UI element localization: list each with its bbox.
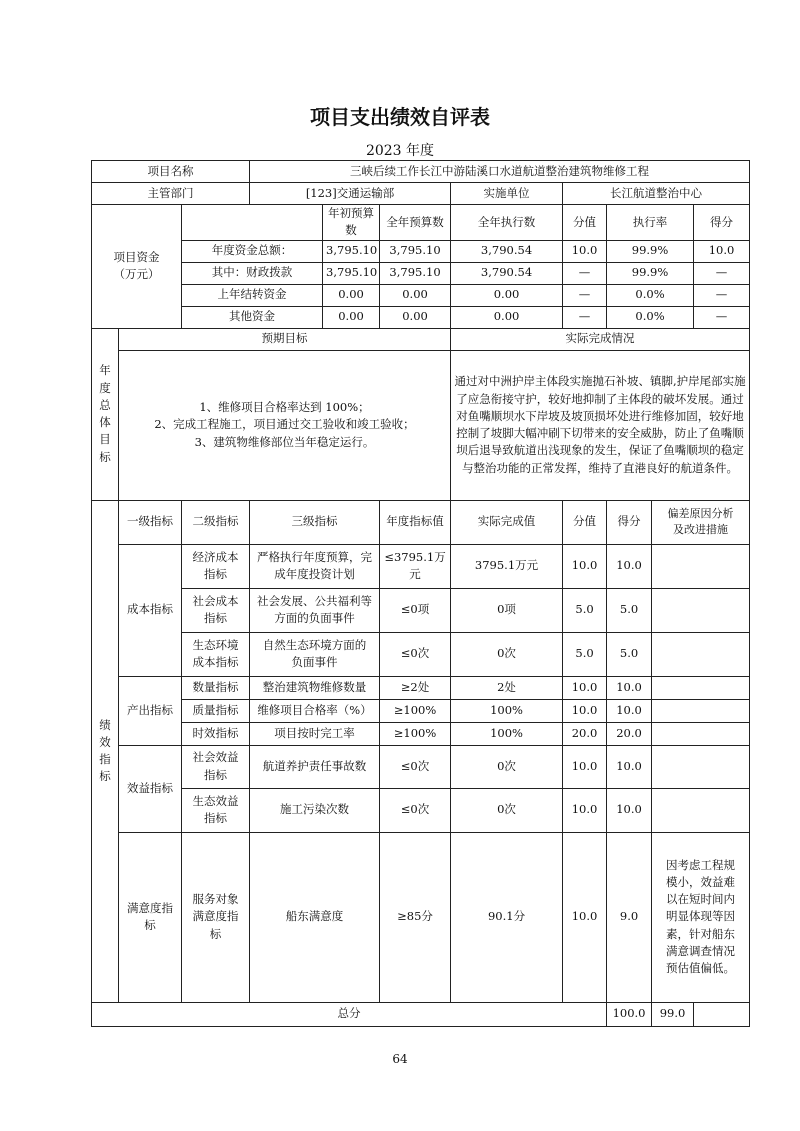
ind-header-score: 分值	[563, 500, 607, 544]
indicator-target: ≤0次	[380, 788, 451, 832]
indicator-level2: 数量指标	[182, 676, 250, 699]
indicator-level3: 自然生态环境方面的 负面事件	[250, 632, 380, 676]
indicator-actual: 0项	[451, 588, 563, 632]
project-name-value: 三峡后续工作长江中游陆溪口水道航道整治建筑物维修工程	[250, 161, 750, 183]
indicator-level1: 满意度指 标	[119, 832, 182, 1002]
unit-value: 长江航道整治中心	[563, 183, 750, 205]
page-title: 项目支出绩效自评表	[310, 105, 490, 129]
funds-rate: 99.9%	[607, 240, 694, 262]
funds-header-got: 得分	[694, 205, 750, 241]
funds-header-executed: 全年执行数	[451, 205, 563, 241]
indicator-actual: 3795.1万元	[451, 544, 563, 588]
ind-header-target: 年度指标值	[380, 500, 451, 544]
indicator-note	[652, 544, 750, 588]
indicator-level3: 整治建筑物维修数量	[250, 676, 380, 699]
indicator-actual: 90.1分	[451, 832, 563, 1002]
funds-label: 项目资金 （万元）	[92, 205, 182, 329]
total-got: 99.0	[652, 1002, 694, 1026]
indicator-level3: 维修项目合格率（%）	[250, 699, 380, 722]
indicator-level3: 航道养护责任事故数	[250, 745, 380, 788]
funds-initial: 0.00	[323, 306, 380, 328]
indicator-score: 5.0	[563, 632, 607, 676]
indicator-level2: 时效指标	[182, 722, 250, 745]
year-label: 2023 年度	[365, 143, 435, 159]
funds-executed: 3,790.54	[451, 240, 563, 262]
indicator-actual: 100%	[451, 699, 563, 722]
unit-label: 实施单位	[451, 183, 563, 205]
funds-annual: 3,795.10	[380, 240, 451, 262]
indicator-level1: 效益指标	[119, 745, 182, 832]
funds-score: —	[563, 262, 607, 284]
indicator-got: 9.0	[607, 832, 652, 1002]
indicator-note	[652, 588, 750, 632]
funds-header-annual: 全年预算数	[380, 205, 451, 241]
funds-annual: 3,795.10	[380, 262, 451, 284]
funds-got: —	[694, 284, 750, 306]
ind-header-l3: 三级指标	[250, 500, 380, 544]
indicator-target: ≥85分	[380, 832, 451, 1002]
funds-header-initial: 年初预算数	[323, 205, 380, 241]
funds-row-name: 其他资金	[182, 306, 323, 328]
indicator-level3: 船东满意度	[250, 832, 380, 1002]
indicator-got: 10.0	[607, 544, 652, 588]
indicator-level3: 社会发展、公共福利等 方面的负面事件	[250, 588, 380, 632]
indicator-score: 20.0	[563, 722, 607, 745]
indicator-got: 10.0	[607, 745, 652, 788]
ind-header-got: 得分	[607, 500, 652, 544]
ind-header-l2: 二级指标	[182, 500, 250, 544]
funds-rate: 0.0%	[607, 284, 694, 306]
total-score: 100.0	[607, 1002, 652, 1026]
indicator-got: 5.0	[607, 588, 652, 632]
indicator-level1: 成本指标	[119, 544, 182, 676]
indicator-score: 10.0	[563, 699, 607, 722]
funds-header-blank	[182, 205, 323, 241]
indicator-level2: 社会成本 指标	[182, 588, 250, 632]
page-number: 64	[392, 1052, 408, 1066]
indicator-note: 因考虑工程规 模小，效益难 以在短时间内 明显体现等因 素，针对船东 满意调查情况 预估值偏低。	[652, 832, 750, 1002]
ind-header-l1: 一级指标	[119, 500, 182, 544]
indicator-got: 5.0	[607, 632, 652, 676]
indicator-note	[652, 745, 750, 788]
funds-executed: 0.00	[451, 284, 563, 306]
indicator-note	[652, 632, 750, 676]
funds-row-name: 年度资金总额：	[182, 240, 323, 262]
indicator-target: ≤3795.1万 元	[380, 544, 451, 588]
actual-result: 通过对中洲护岸主体段实施抛石补坡、镇脚,护岸尾部实施了应急衔接守护，较好地抑制了主体段的破坏发展。通过对鱼嘴顺坝水下岸坡及坡顶损坏处进行维修加固，较好地控制了坡脚大幅冲刷下切带来的安全威胁，防止了鱼嘴顺坝后退导致航道出浅现象的发生，保证了鱼嘴顺坝的稳定与整治功能的正常发挥，维持了直港良好的航道条件。	[451, 350, 750, 500]
funds-executed: 0.00	[451, 306, 563, 328]
funds-row-name: 其中：财政拨款	[182, 262, 323, 284]
indicator-target: ≤0次	[380, 745, 451, 788]
indicator-actual: 0次	[451, 745, 563, 788]
goals-label: 年 度 总 体 目 标	[92, 328, 119, 500]
funds-score: 10.0	[563, 240, 607, 262]
ind-header-actual: 实际完成值	[451, 500, 563, 544]
indicator-note	[652, 788, 750, 832]
indicator-score: 10.0	[563, 788, 607, 832]
indicator-score: 10.0	[563, 544, 607, 588]
funds-header-rate: 执行率	[607, 205, 694, 241]
actual-header: 实际完成情况	[451, 328, 750, 350]
dept-value: [123]交通运输部	[250, 183, 451, 205]
indicator-target: ≥2处	[380, 676, 451, 699]
funds-executed: 3,790.54	[451, 262, 563, 284]
expected-header: 预期目标	[119, 328, 451, 350]
funds-rate: 0.0%	[607, 306, 694, 328]
funds-rate: 99.9%	[607, 262, 694, 284]
indicator-target: ≥100%	[380, 722, 451, 745]
total-blank	[694, 1002, 750, 1026]
indicator-target: ≤0项	[380, 588, 451, 632]
total-label: 总分	[92, 1002, 607, 1026]
indicator-actual: 0次	[451, 788, 563, 832]
funds-header-score: 分值	[563, 205, 607, 241]
indicator-level3: 项目按时完工率	[250, 722, 380, 745]
indicator-actual: 100%	[451, 722, 563, 745]
expected-goals: 1、维修项目合格率达到 100%； 2、完成工程施工，项目通过交工验收和竣工验收； 3、建筑物维修部位当年稳定运行。	[119, 350, 451, 500]
indicator-actual: 0次	[451, 632, 563, 676]
funds-score: —	[563, 306, 607, 328]
indicator-target: ≥100%	[380, 699, 451, 722]
ind-header-note: 偏差原因分析 及改进措施	[652, 500, 750, 544]
indicator-score: 10.0	[563, 832, 607, 1002]
indicator-got: 10.0	[607, 788, 652, 832]
funds-got: —	[694, 262, 750, 284]
indicator-level2: 生态环境 成本指标	[182, 632, 250, 676]
indicator-level1: 产出指标	[119, 676, 182, 745]
funds-score: —	[563, 284, 607, 306]
indicator-note	[652, 699, 750, 722]
indicator-got: 10.0	[607, 676, 652, 699]
project-name-label: 项目名称	[92, 161, 250, 183]
indicator-score: 10.0	[563, 745, 607, 788]
indicator-score: 5.0	[563, 588, 607, 632]
indicator-level2: 质量指标	[182, 699, 250, 722]
evaluation-table	[91, 160, 750, 1027]
indicator-level2: 服务对象 满意度指 标	[182, 832, 250, 1002]
indicator-level2: 社会效益 指标	[182, 745, 250, 788]
funds-got: —	[694, 306, 750, 328]
funds-annual: 0.00	[380, 284, 451, 306]
funds-annual: 0.00	[380, 306, 451, 328]
funds-got: 10.0	[694, 240, 750, 262]
indicator-got: 20.0	[607, 722, 652, 745]
indicator-actual: 2处	[451, 676, 563, 699]
indicator-note	[652, 676, 750, 699]
funds-initial: 3,795.10	[323, 262, 380, 284]
indicator-got: 10.0	[607, 699, 652, 722]
dept-label: 主管部门	[92, 183, 250, 205]
indicators-label: 绩 效 指 标	[92, 500, 119, 1002]
funds-row-name: 上年结转资金	[182, 284, 323, 306]
indicator-target: ≤0次	[380, 632, 451, 676]
indicator-score: 10.0	[563, 676, 607, 699]
indicator-level3: 严格执行年度预算，完 成年度投资计划	[250, 544, 380, 588]
funds-initial: 3,795.10	[323, 240, 380, 262]
funds-initial: 0.00	[323, 284, 380, 306]
indicator-level2: 生态效益 指标	[182, 788, 250, 832]
indicator-level3: 施工污染次数	[250, 788, 380, 832]
indicator-level2: 经济成本 指标	[182, 544, 250, 588]
indicator-note	[652, 722, 750, 745]
